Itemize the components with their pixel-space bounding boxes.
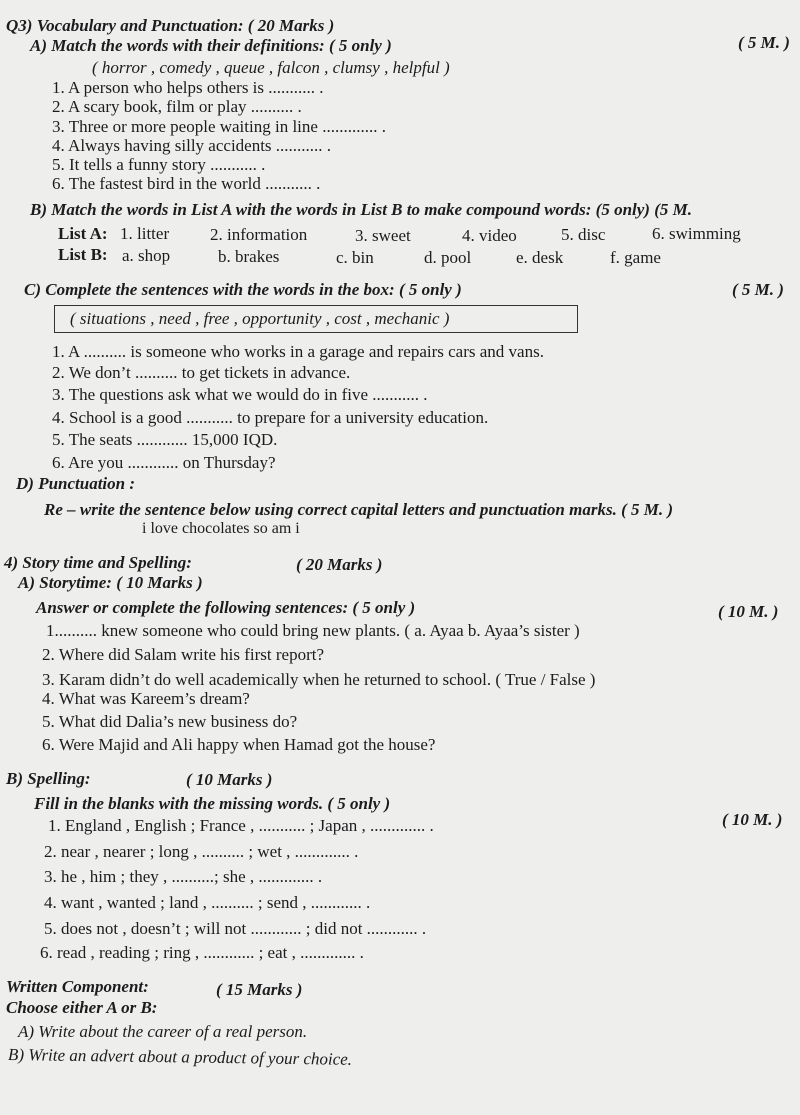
list-item: 2. near , nearer ; long , .......... ; wet , ............. . [44, 842, 359, 861]
q4b-marks: ( 10 M. ) [722, 810, 783, 829]
q4b-heading: B) Spelling: [6, 769, 91, 788]
list-b-label: List B: [58, 245, 108, 264]
q4a-heading: A) Storytime: ( 10 Marks ) [18, 573, 203, 592]
list-item: 3. The questions ask what we would do in five ........... . [52, 385, 428, 404]
q4b-instruction: Fill in the blanks with the missing words. ( 5 only ) [34, 794, 391, 813]
q4-title-marks: ( 20 Marks ) [296, 555, 383, 574]
list-b-item: c. bin [336, 248, 374, 267]
list-a-item: 3. sweet [355, 226, 411, 245]
q4b-heading-marks: ( 10 Marks ) [186, 770, 273, 789]
list-b-item: d. pool [424, 248, 472, 267]
list-item: 3. Three or more people waiting in line ............. . [52, 117, 386, 136]
q3d-instruction: Re – write the sentence below using correct capital letters and punctuation marks. ( 5 M. ) [44, 500, 674, 519]
q3d-sentence: i love chocolates so am i [142, 520, 300, 537]
list-item: 4. want , wanted ; land , .......... ; send , ............ . [44, 893, 371, 912]
q3a-word-bank: ( horror , comedy , queue , falcon , clumsy , helpful ) [92, 58, 450, 77]
list-b-item: e. desk [516, 248, 564, 267]
list-a-item: 1. litter [120, 224, 170, 243]
list-a-item: 6. swimming [652, 224, 741, 243]
q3c-heading: C) Complete the sentences with the words in the box: ( 5 only ) [24, 280, 462, 299]
list-a-label: List A: [58, 224, 108, 243]
list-item: 5. does not , doesn’t ; will not ............ ; did not ............ . [44, 919, 427, 938]
q3a-heading: A) Match the words with their definitions: ( 5 only ) [30, 36, 392, 55]
list-item: 6. Were Majid and Ali happy when Hamad got the house? [42, 735, 436, 754]
list-a-item: 4. video [462, 226, 517, 245]
list-item: 5. It tells a funny story ........... . [52, 155, 266, 174]
q3-title: Q3) Vocabulary and Punctuation: ( 20 Marks ) [6, 16, 335, 35]
written-choose: Choose either A or B: [6, 998, 158, 1017]
list-item: 1.......... knew someone who could bring new plants. ( a. Ayaa b. Ayaa’s sister ) [46, 621, 580, 640]
list-item: 1. A person who helps others is ........... . [52, 78, 324, 97]
written-option-a: A) Write about the career of a real person. [18, 1022, 308, 1041]
list-item: 2. We don’t .......... to get tickets in advance. [52, 363, 351, 382]
q4a-instruction: Answer or complete the following sentences: ( 5 only ) [36, 598, 416, 617]
list-item: 4. School is a good ........... to prepare for a university education. [52, 408, 489, 427]
q3d-heading: D) Punctuation : [16, 474, 136, 493]
written-title: Written Component: [6, 977, 149, 996]
list-item: 6. Are you ............ on Thursday? [52, 453, 276, 472]
list-item: 5. What did Dalia’s new business do? [42, 712, 298, 731]
list-item: 6. read , reading ; ring , ............ ; eat , ............. . [40, 943, 364, 962]
list-a-item: 5. disc [561, 225, 606, 244]
list-item: 4. Always having silly accidents ........... . [52, 136, 332, 155]
list-item: 3. he , him ; they , ..........; she , ............. . [44, 867, 323, 886]
list-item: 4. What was Kareem’s dream? [42, 689, 250, 708]
written-option-b: B) Write an advert about a product of your choice. [7, 1045, 353, 1069]
list-item: 5. The seats ............ 15,000 IQD. [52, 430, 278, 449]
q3c-marks: ( 5 M. ) [732, 280, 784, 299]
list-item: 3. Karam didn’t do well academically when he returned to school. ( True / False ) [42, 670, 596, 689]
list-b-item: f. game [610, 248, 661, 267]
list-b-item: b. brakes [218, 247, 280, 266]
q4-title: 4) Story time and Spelling: [4, 553, 192, 572]
list-item: 1. England , English ; France , ........... ; Japan , ............. . [48, 816, 434, 835]
list-item: 2. A scary book, film or play .......... . [52, 97, 302, 116]
word-box-text: ( situations , need , free , opportunity , cost , mechanic ) [70, 309, 450, 328]
list-item: 1. A .......... is someone who works in a garage and repairs cars and vans. [52, 342, 544, 361]
q4a-marks: ( 10 M. ) [718, 602, 779, 621]
q3a-marks: ( 5 M. ) [738, 33, 790, 52]
written-title-marks: ( 15 Marks ) [216, 980, 303, 999]
list-item: 2. Where did Salam write his first report? [42, 645, 324, 664]
q3b-heading: B) Match the words in List A with the words in List B to make compound words: (5 only) (5 M. [30, 200, 692, 219]
list-a-item: 2. information [210, 225, 308, 244]
list-item: 6. The fastest bird in the world ........... . [52, 174, 321, 193]
list-b-item: a. shop [122, 246, 171, 265]
